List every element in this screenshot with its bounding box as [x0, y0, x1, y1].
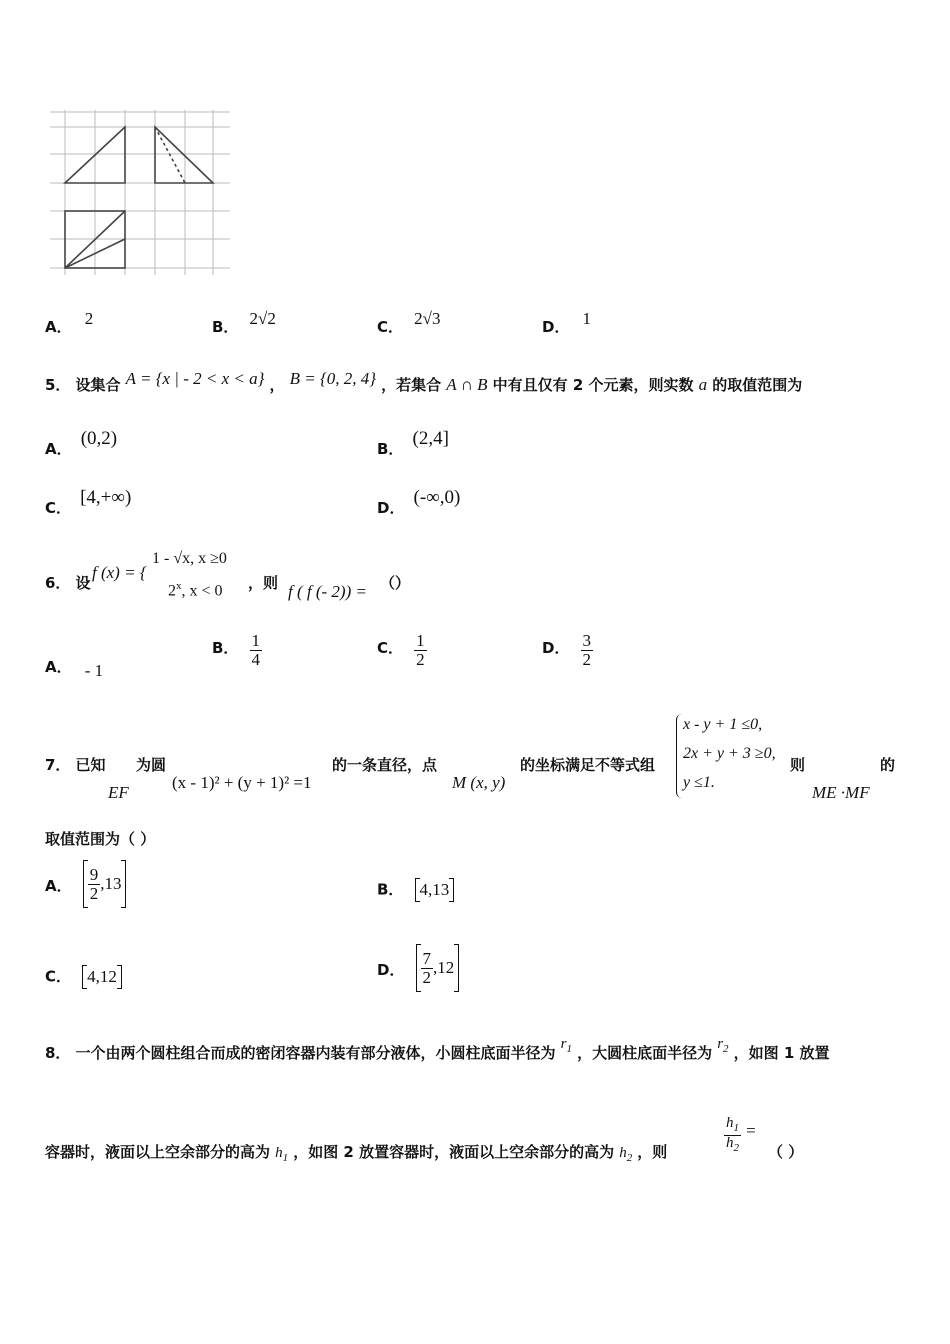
r2-symbol: r	[717, 1036, 724, 1052]
question-text: ，则	[637, 1143, 668, 1161]
num-subscript: 1	[733, 1122, 739, 1134]
inequality-brace	[676, 714, 683, 798]
question-text: ，则	[248, 574, 279, 592]
question-text: 的一条直径，点	[332, 756, 438, 774]
q4-option-c[interactable]	[377, 309, 441, 337]
option-label: A．	[45, 440, 72, 458]
point-m: M (x, y)	[452, 773, 506, 792]
option-label: C．	[377, 318, 404, 336]
segment-ef: EF	[108, 783, 129, 802]
option-fraction	[250, 632, 263, 669]
h2-symbol: h	[619, 1145, 627, 1161]
option-value: 1	[582, 309, 592, 328]
question-text: ，若集合	[381, 376, 442, 394]
question-text: 的	[880, 756, 896, 774]
piecewise-case-2	[168, 580, 223, 600]
option-rest: ,13	[100, 874, 122, 893]
piecewise-case-1: 1 - √x, x ≥0	[152, 550, 227, 567]
option-label: C．	[45, 499, 72, 517]
h2-subscript: 2	[626, 1152, 633, 1164]
option-value: 2	[84, 309, 94, 328]
num-symbol: h	[726, 1115, 734, 1131]
question-8-line-2	[45, 1141, 667, 1164]
q4-option-b[interactable]	[212, 309, 276, 337]
numerator: 1	[416, 631, 425, 650]
option-fraction	[414, 632, 427, 669]
q7-option-a[interactable]	[45, 860, 126, 908]
r1-symbol: r	[560, 1036, 567, 1052]
q7-option-b[interactable]	[377, 878, 454, 902]
option-rest: ,12	[433, 958, 455, 977]
right-bracket	[454, 944, 459, 992]
question-7	[45, 754, 106, 775]
ratio-denominator	[724, 1136, 741, 1155]
inequality-1: x - y + 1 ≤0,	[683, 716, 763, 733]
three-view-grid-figure	[45, 105, 235, 280]
den-symbol: h	[726, 1134, 734, 1151]
question-text: 容器时，液面以上空余部分的高为	[45, 1143, 271, 1161]
question-text: 取值范围为（ ）	[45, 830, 156, 848]
question-text: ，如图 1 放置	[733, 1044, 830, 1062]
set-b-formula: B = {0, 2, 4}	[289, 369, 377, 388]
question-text: ，如图 2 放置容器时，液面以上空余部分的高为	[293, 1143, 615, 1161]
ratio-fraction	[724, 1116, 741, 1154]
numerator: 7	[422, 948, 432, 968]
question-text: 则	[790, 756, 806, 774]
option-value: (-∞,0)	[413, 487, 461, 508]
denominator: 2	[89, 883, 99, 903]
question-number: 7．	[45, 756, 71, 774]
option-label: C．	[45, 967, 72, 986]
question-number: 6．	[45, 574, 71, 592]
h1-symbol: h	[275, 1145, 283, 1161]
question-8	[45, 1036, 830, 1065]
question-text: ，	[269, 376, 285, 394]
function-definition: f (x) = {	[92, 563, 147, 582]
height-h1	[275, 1145, 289, 1164]
option-label: C．	[377, 638, 404, 657]
option-label: D．	[542, 638, 570, 657]
question-text: 的取值范围为	[712, 376, 803, 394]
dot-product: ME ·MF	[812, 783, 870, 802]
height-h2	[619, 1145, 633, 1164]
question-text: ，大圆柱底面半径为	[577, 1044, 713, 1062]
option-label: B．	[212, 638, 239, 657]
variable-a: a	[698, 375, 708, 394]
question-number: 5．	[45, 376, 71, 394]
composite-expression: f ( f (- 2)) =	[288, 582, 367, 601]
option-label: B．	[377, 440, 404, 458]
option-label: D．	[377, 499, 405, 517]
question-text: 设	[75, 574, 91, 592]
option-value: 4,13	[419, 880, 450, 899]
denominator: 2	[422, 967, 432, 987]
h1-subscript: 1	[282, 1152, 289, 1164]
inequality-2: 2x + y + 3 ≥0,	[683, 745, 776, 762]
q6-option-d[interactable]	[542, 632, 593, 669]
q5-option-b[interactable]	[377, 428, 449, 460]
den-subscript: 2	[733, 1141, 739, 1154]
option-label: A．	[45, 318, 72, 336]
case2-exponent: x	[176, 580, 182, 592]
numerator: 9	[89, 864, 99, 884]
denominator: 2	[582, 649, 592, 669]
option-value: 4,12	[87, 967, 117, 986]
option-label: B．	[212, 318, 239, 336]
right-bracket	[121, 860, 126, 908]
q7-option-c[interactable]	[45, 965, 122, 989]
option-value: - 1	[84, 661, 104, 680]
equals-sign: =	[746, 1121, 756, 1141]
numerator: 3	[582, 631, 592, 650]
option-label: D．	[542, 318, 570, 336]
denominator: 4	[251, 649, 261, 669]
q5-option-a[interactable]	[45, 428, 118, 460]
intersection-formula: A ∩ B	[446, 375, 488, 394]
question-text: 一个由两个圆柱组合而成的密闭容器内装有部分液体，小圆柱底面半径为	[75, 1044, 556, 1062]
right-bracket	[449, 878, 454, 902]
question-6	[45, 572, 91, 593]
question-number: 8．	[45, 1044, 71, 1062]
option-value: (2,4]	[412, 428, 449, 449]
q5-option-c[interactable]	[45, 487, 132, 519]
option-fraction	[88, 866, 101, 903]
answer-blank: （）	[380, 574, 411, 592]
question-text: 设集合	[75, 376, 121, 394]
option-value: 2√2	[249, 309, 276, 328]
option-value: 2√3	[414, 309, 441, 328]
question-text: 已知	[75, 756, 106, 774]
option-label: B．	[377, 880, 404, 899]
numerator: 1	[251, 631, 261, 650]
case2-rest: , x < 0	[181, 582, 223, 600]
question-text: 中有且仅有 2 个元素，则实数	[492, 376, 694, 394]
option-value: [4,+∞)	[80, 487, 132, 508]
q6-option-c[interactable]	[377, 632, 427, 669]
question-text: 的坐标满足不等式组	[520, 756, 656, 774]
set-a-formula: A = {x | - 2 < x < a}	[125, 369, 265, 388]
question-text: 为圆	[136, 756, 167, 774]
inequality-3: y ≤1.	[683, 774, 715, 791]
q4-option-d[interactable]	[542, 309, 592, 337]
r2-subscript: 2	[723, 1043, 729, 1055]
radius-r1	[560, 1036, 572, 1055]
circle-equation: (x - 1)² + (y + 1)² =1	[172, 773, 312, 792]
option-label: A．	[45, 658, 72, 676]
right-bracket	[117, 965, 122, 989]
ratio-numerator	[724, 1116, 741, 1136]
case2-base: 2	[168, 582, 176, 600]
q4-option-a[interactable]	[45, 309, 94, 337]
q6-option-a[interactable]	[45, 656, 104, 680]
answer-blank: （ ）	[768, 1143, 804, 1161]
ratio-h1-h2	[724, 1116, 756, 1154]
q5-option-d[interactable]	[377, 487, 461, 519]
option-value: (0,2)	[80, 428, 118, 449]
option-label: A．	[45, 876, 72, 895]
option-label: D．	[377, 960, 405, 979]
question-5	[45, 369, 803, 395]
q6-option-b[interactable]	[212, 632, 262, 669]
radius-r2	[717, 1036, 729, 1055]
denominator: 2	[416, 649, 425, 669]
r1-subscript: 1	[566, 1043, 572, 1055]
q7-option-d[interactable]	[377, 944, 459, 992]
option-fraction	[581, 632, 594, 669]
option-fraction	[421, 950, 434, 987]
